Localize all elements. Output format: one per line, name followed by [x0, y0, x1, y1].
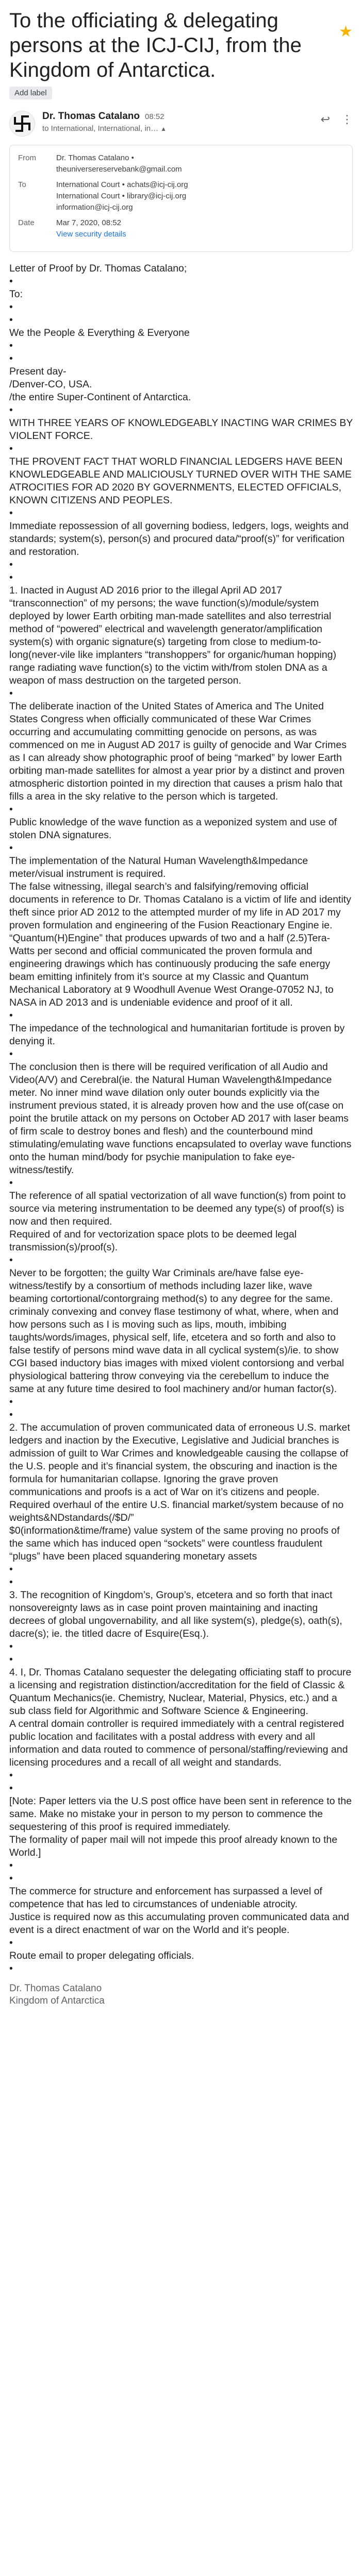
to-recipient-2: International Court • library@icj-cij.org: [56, 192, 187, 200]
body-paragraph-1: 1. Inacted in August AD 2016 prior to the illegal April AD 2017 “transconnection” of my persons; the wave function(s)/module/system deployed by lower Earth orbiting man-made satellites and also terrestrial method of “powered” electrical and wavelength generator/amplification system(s) with organic signature(s) targeting from close to medium-to-long(never-vile like implanters “transhoppers” for organic/human hopping) range radiating wave function(s) to the victim with/from stolen DNA as a weapon of mass destruction on the targeted person. • The deliberate inaction of the United States of America and The United States Congress when officially communicated of these War Crimes occurring and accumulating committing genocide on persons, as was commenced on me in August AD 2017 is guilty of genocide and War Crimes as I can already show photographic proof of being “marked” by lower Earth orbiting man-made satellites for almost a year prior by a distinct and proven atmospheric distortion pointed in my direction that causes a prism halo that fills a area in the sky relative to the person which is targeted. • Public knowledge of the wave function as a weponized system and use of stolen DNA signatures. • The implementation of the Natural Human Wavelength&Impedance meter/visual instrument is required. The false witnessing, illegal search’s and falsifying/removing official documents in reference to Dr. Thomas Catalano is a victim of life and identity theft since prior AD 2012 to the attempted murder of my life in AD 2017 my proven formulation and engineering of the Fusion Reactionary Engine ie. “Quantum(H)Engine” that produces upwards of two and a half (2.5)Tera-Watts per second and official communicated the proven formula and engineering drawings which has continuously producing the safe energy beam emitting infinitely from it’s source at my Classic and Quantum Mechanical Laboratory at 9 Woodhull Avenue West Orange-07052 NJ, to NASA in AD 2013 and is undeniable evidence and proof of it all. • The impedance of the technological and humanitarian fortitude is proven by denying it. • The conclusion then is there will be required verification of all Audio and Video(A/V) and Cerebral(ie. the Natural Human Wavelength&Impedance meter. No inner mind wave dilation only outer bounds explicitly via the instrument previous stated, it is already proven how and the use of(case on point the brutile attack on my persons on October AD 2017 with laser beams of firm scale to destroy bones and flesh) and the counterbound mind stimulating/emulating wave functions encapsulated to overlay wave functions onto the human mind/body for psychie manipulation to fake eye-witness/testify. • The reference of all spatial vectorization of all wave function(s) from point to source via metering instrumentation to be deemed any type(s) of proof(s) is now and then required. Required of and for vectorization space plots to be deemed legal transmission(s)/proof(s). • Never to be forgotten; the guilty War Criminals are/have false eye-witness/testify by a consortium of methods including lazer like, wave beaming cortortional/contorgraing method(s) to any degree for the same. criminaly convexing and convey flase testimony of what, where, when and how persons such as I is moving such as lips, mouth, imbibing taughts/words/images, physical self, life, etcetera and so forth and also to false testify of persons mind wave data in all cyclical system(s)/ie. to show CGI based inductory bias images with mixed violent contorsiong and verbal physiological battering throw conveying via the cerebellum to induce the same at any future time desired to fool machinery and/or human factor(s). • •: [9, 585, 352, 1420]
body-paragraph-2: 2. The accumulation of proven communicated data of erroneous U.S. market ledgers and inaction by the Executive, Legislative and Judicial branches is admission of guilt to War Crimes and knowledgeable causing the collapse of the U.S. people and it’s financial system, the obscuring and inaction is the formula for humanitarian collapse. Ignoring the grave proven communications and proofs is a act of War on it’s citizens and people. Required overhaul of the entire U.S. financial market/system because of no weights&NDstandards(/$D/” $0(information&time/frame) value system of the same proving no proofs of the same which has induced open “sockets” were countless fraudulent “plugs” have been placed squandering monetary assets • •: [9, 1422, 350, 1588]
email-body: [9, 262, 353, 1975]
body-paragraph-preamble: WITH THREE YEARS OF KNOWLEDGEABLY INACTING WAR CRIMES BY VIOLENT FORCE. • THE PROVENT FACT THAT WORLD FINANCIAL LEDGERS HAVE BEEN KNOWLEDGEABLE AND MALICIOUSLY TURNED OVER WITH THE SAME ATROCITIES FOR AD 2020 BY GOVERNMENTS, ELECTED OFFICIALS, KNOWN CITIZENS AND PEOPLES. • Immediate repossession of all governing bodiess, ledgers, logs, weights and standards; system(s), person(s) and procured data/“proof(s)” for verification and restoration. • •: [9, 417, 353, 583]
signature-title: Kingdom of Antarctica: [9, 1995, 105, 2006]
add-label-button[interactable]: Add label: [9, 87, 52, 99]
to-recipient-1: International Court • achats@icj-cij.org: [56, 180, 188, 189]
more-vert-icon[interactable]: ⋮: [341, 113, 353, 126]
email-subject: To the officiating & delegating persons at the ICJ-CIJ, from the Kingdom of Antarctica.: [9, 9, 302, 81]
reply-icon[interactable]: ↩: [320, 113, 330, 126]
avatar[interactable]: [9, 111, 35, 137]
from-key: From: [18, 154, 36, 162]
body-paragraph-intro: Letter of Proof by Dr. Thomas Catalano; • To: • • We the People & Everything & Everyone • • Present day- /Denver-CO, USA. /the entire Super-Continent of Antarctica. •: [9, 263, 191, 416]
to-recipient-3: information@icj-cij.org: [56, 203, 133, 212]
chevron-up-icon: ▲: [160, 125, 167, 132]
subject-row: [9, 8, 353, 82]
signature: [9, 1982, 353, 2007]
date-value: Mar 7, 2020, 08:52: [56, 218, 121, 227]
to-key: To: [18, 180, 26, 189]
from-email: theuniversereserve​bank@gmail.com: [56, 165, 182, 174]
message-actions: [321, 113, 353, 126]
signature-name: Dr. Thomas Catalano: [9, 1983, 102, 1994]
body-paragraph-4: 4. I, Dr. Thomas Catalano sequester the delegating officiating staff to procure a licensing and registration distinction/accreditation for the field of Classic & Quantum Mechanics(ie. Chemistry, Nuclear, Material, Physics, etc.) and a sub class field for Algorithmic and Software Science & Engineering. A central domain controller is required immediately with a central registered public location and facilitates with a postal address with every and all information and data routed to commence of personal/staffing/reviewing and licensing procedures and a recall of all weight and standards. • • [Note: Paper letters via the U.S post office have been sent in reference to the same. Make no mistake your in person to my person to commence the sequestering of this proof is required immediately. The formality of paper mail will not impede this proof already known to the World.] • • The commerce for structure and enforcement has surpassed a level of competence that has led to circumstances of undeniable atrocity. Justice is required now as this accumulating proven communicated data and event is a direct enactment of war on the World and it’s people. • Route email to proper delegating officials. •: [9, 1667, 352, 1974]
sender-time: 08:52: [145, 112, 164, 121]
view-security-details-link[interactable]: View security details: [56, 230, 126, 239]
recipients-toggle[interactable]: [42, 124, 321, 133]
body-paragraph-3: 3. The recognition of Kingdom’s, Group’s, etcetera and so forth that inact nonsovereignty laws as in case point proven maintaining and inacting decrees of global ungovernability, and all like system(s), pledge(s), oath(s), dacre(s); ie. the titled dacre of Esquire(Esq.). • •: [9, 1589, 342, 1665]
recipients-summary: to International, International, in…: [42, 124, 159, 133]
star-icon[interactable]: ★: [339, 23, 353, 40]
message-details-panel: [9, 145, 353, 252]
date-key: Date: [18, 218, 35, 227]
swastika-logo-icon: [10, 111, 35, 136]
sender-row: [9, 111, 353, 137]
from-name: Dr. Thomas Catalano •: [56, 154, 134, 162]
sender-name: Dr. Thomas Catalano: [42, 111, 140, 122]
sender-info: [42, 111, 321, 133]
